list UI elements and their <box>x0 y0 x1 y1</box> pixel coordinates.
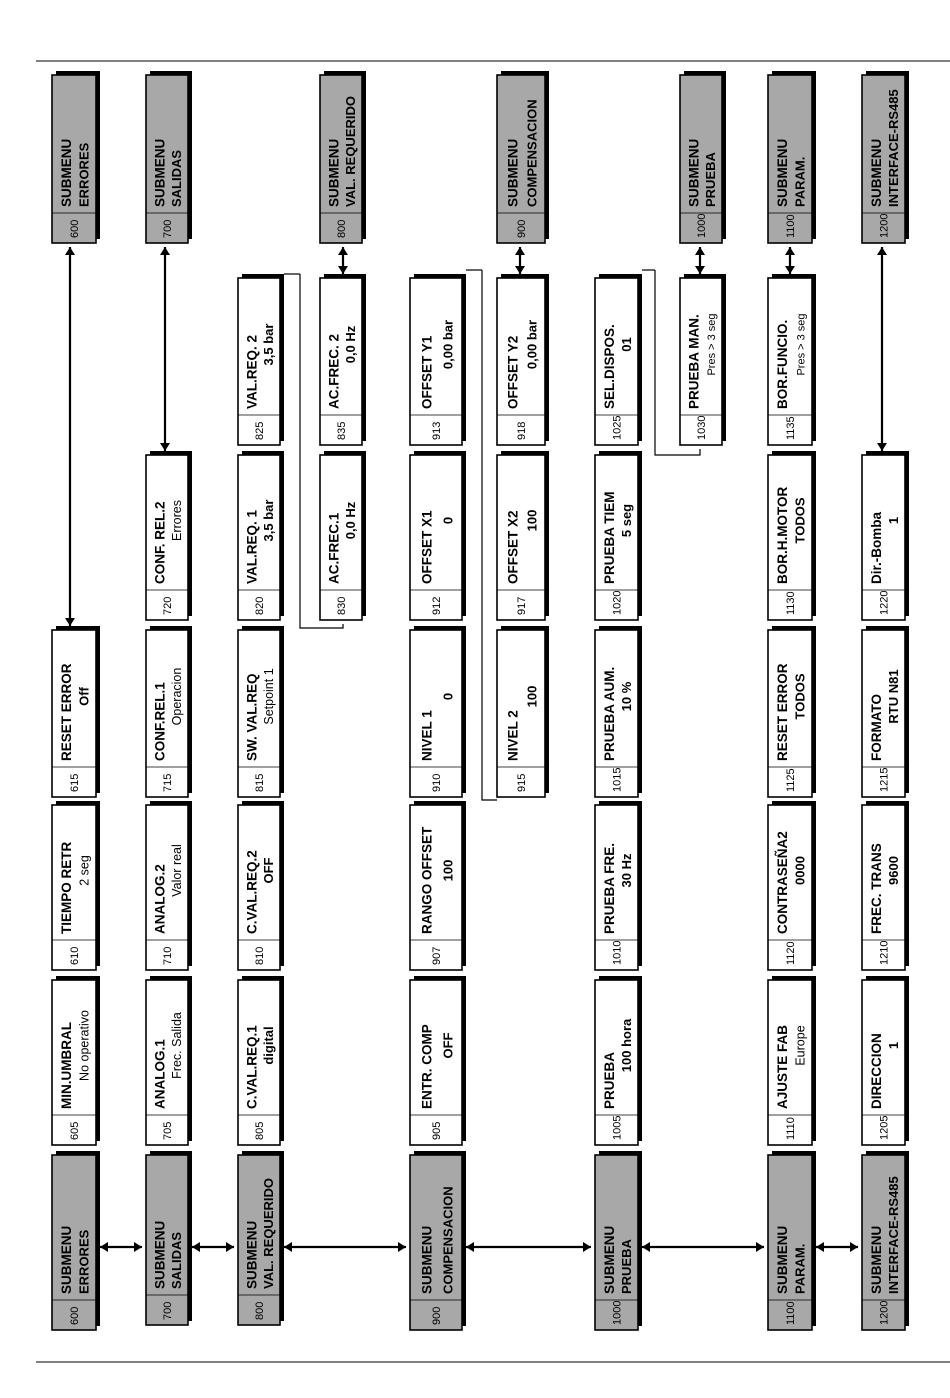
parameter-box <box>768 626 816 797</box>
parameter-box <box>768 976 816 1145</box>
box-code: 1030 <box>696 415 708 440</box>
box-code: 1120 <box>785 941 797 965</box>
box-title: ANALOG.2 <box>152 864 168 934</box>
parameter-box <box>410 451 466 620</box>
box-title: ANALOG.1 <box>152 1039 168 1109</box>
parameter-box <box>238 626 284 797</box>
box-code: 705 <box>162 1121 174 1140</box>
arrow-head <box>816 1242 824 1252</box>
arrow-head <box>160 443 170 451</box>
box-title: CONF.REL.1 <box>152 682 168 761</box>
parameter-box <box>410 976 466 1145</box>
box-title: RESET ERROR <box>59 663 75 761</box>
box-code: 1010 <box>611 940 624 965</box>
box-value: Errores <box>170 500 185 541</box>
box-code: 710 <box>162 946 174 965</box>
box-value: TODOS <box>792 673 808 720</box>
box-value: 100 <box>524 685 540 708</box>
arrow-head <box>466 1242 474 1252</box>
box-code: 610 <box>69 946 81 965</box>
arrow-head <box>642 1242 650 1252</box>
arrow-head <box>785 247 795 255</box>
box-value: 10 % <box>618 681 634 712</box>
box-value: Valor real <box>170 844 185 897</box>
box-value: 0 <box>440 516 456 525</box>
box-value: 100 hora <box>618 1018 634 1073</box>
box-title: SUBMENU <box>775 138 791 207</box>
box-title: SUBMENU <box>419 1225 435 1294</box>
box-title: NIVEL 2 <box>505 710 521 761</box>
box-code: 720 <box>162 596 174 615</box>
box-code: 805 <box>254 1121 266 1140</box>
box-value: 100 <box>524 509 540 532</box>
parameter-box <box>595 451 642 620</box>
box-value: Frec. Salida <box>170 1012 185 1079</box>
box-title: Dir.-Bomba <box>868 511 884 584</box>
parameter-box <box>146 801 192 970</box>
box-value: 0000 <box>792 856 808 885</box>
box-value: OFF <box>440 1032 456 1059</box>
box-title: RANGO OFFSET <box>419 826 435 934</box>
box-code: 1200 <box>878 213 891 238</box>
box-frame <box>497 455 545 620</box>
box-value: 0 <box>440 692 456 701</box>
box-title: SUBMENU <box>326 138 342 207</box>
parameter-box <box>768 801 816 970</box>
box-code: 700 <box>162 1301 174 1320</box>
box-code: 820 <box>254 596 266 615</box>
box-code: 1205 <box>878 1115 891 1140</box>
arrow-head <box>100 1242 108 1252</box>
box-frame <box>410 455 462 620</box>
box-value: 1 <box>885 516 901 525</box>
box-title: MIN.UMBRAL <box>59 1022 75 1109</box>
box-code: 1100 <box>785 1301 797 1325</box>
parameter-box <box>320 274 366 445</box>
parameter-box <box>595 801 642 970</box>
box-title: PRUEBA FRE. <box>601 842 617 934</box>
box-code: 900 <box>431 1306 443 1325</box>
box-value: PARAM. <box>792 156 808 207</box>
box-title: SUBMENU <box>152 138 168 207</box>
arrow-head <box>338 266 348 274</box>
box-title: SUBMENU <box>601 1225 617 1294</box>
submenu-box <box>410 1151 466 1330</box>
box-title: AC.FREC. 2 <box>326 333 342 409</box>
box-value: ERRORES <box>76 1229 92 1294</box>
parameter-box <box>238 451 284 620</box>
box-value: INTERFACE-RS485 <box>885 89 901 207</box>
box-value: Operacion <box>170 667 185 726</box>
box-code: 912 <box>431 596 443 615</box>
box-title: SUBMENU <box>59 1225 75 1294</box>
box-value: Europe <box>793 1025 808 1066</box>
submenu-box <box>146 71 192 243</box>
box-code: 1125 <box>785 768 797 792</box>
parameter-box <box>320 451 366 620</box>
parameter-box <box>52 626 100 797</box>
box-code: 1220 <box>878 590 891 615</box>
box-title: FORMATO <box>868 694 884 761</box>
box-title: TIEMPO RETR <box>59 841 75 934</box>
box-value: No operativo <box>77 1010 92 1081</box>
box-code: 815 <box>254 773 266 792</box>
box-code: 800 <box>336 219 348 238</box>
box-value: 0,00 bar <box>524 319 540 370</box>
box-title: SUBMENU <box>686 138 702 207</box>
parameter-box <box>146 451 192 620</box>
parameter-box <box>146 626 192 797</box>
parameter-box <box>862 976 909 1145</box>
parameter-box <box>238 801 284 970</box>
arrow-head <box>192 1242 200 1252</box>
submenu-box <box>52 71 100 243</box>
box-value: 01 <box>618 337 634 352</box>
parameter-box <box>497 274 549 445</box>
box-value: 9600 <box>885 856 901 885</box>
parameter-box <box>410 801 466 970</box>
box-code: 600 <box>69 1306 81 1325</box>
box-code: 810 <box>254 946 266 965</box>
arrow-head <box>134 1242 142 1252</box>
arrow-head <box>515 247 525 255</box>
box-code: 830 <box>336 596 348 615</box>
arrow-head <box>284 1242 292 1252</box>
box-frame <box>497 630 545 797</box>
arrow-head <box>877 443 887 451</box>
parameter-box <box>238 274 284 445</box>
box-code: 615 <box>69 773 81 792</box>
box-title: SUBMENU <box>868 138 884 207</box>
box-value: RTU N81 <box>885 669 901 724</box>
box-title: SUBMENU <box>152 1220 168 1289</box>
box-title: ENTR. COMP <box>419 1024 435 1109</box>
submenu-box <box>497 71 549 243</box>
box-value: VAL. REQUERIDO <box>343 96 359 207</box>
box-value: ERRORES <box>76 142 92 207</box>
box-value: Off <box>76 687 92 706</box>
arrow-head <box>398 1242 406 1252</box>
arrow-head <box>877 247 887 255</box>
box-value: PRUEBA <box>703 152 719 207</box>
box-value: Pres > 3 seg <box>795 313 808 376</box>
parameter-box <box>238 976 284 1145</box>
box-code: 1020 <box>611 590 624 615</box>
box-code: 913 <box>431 421 443 440</box>
box-title: SEL.DISPOS. <box>601 324 617 409</box>
box-title: AC.FREC.1 <box>326 512 342 584</box>
parameter-box <box>497 451 549 620</box>
box-value: 1 <box>885 1041 901 1050</box>
box-title: BOR.FUNCIO. <box>775 319 791 409</box>
arrow-head <box>850 1242 858 1252</box>
parameter-box <box>768 274 816 445</box>
submenu-box <box>238 1151 284 1325</box>
box-title: PRUEBA MAN. <box>686 314 702 409</box>
box-title: BOR.H.MOTOR <box>775 486 791 584</box>
parameter-box <box>595 976 642 1145</box>
box-value: TODOS <box>792 497 808 544</box>
box-value: digital <box>261 1026 277 1065</box>
arrow-head <box>65 247 75 255</box>
box-code: 1210 <box>878 940 891 965</box>
box-frame <box>410 630 462 797</box>
parameter-box <box>410 274 466 445</box>
box-value: PRUEBA <box>618 1239 634 1294</box>
submenu-box <box>320 71 366 243</box>
box-code: 1100 <box>785 214 797 238</box>
box-value: 3,5 bar <box>261 323 277 366</box>
parameter-box <box>862 801 909 970</box>
parameter-box <box>862 451 909 620</box>
box-title: OFFSET X1 <box>419 510 435 584</box>
box-code: 715 <box>162 773 174 792</box>
box-value: Pres > 3 seg <box>706 313 719 376</box>
box-title: C.VAL.REQ.1 <box>244 1025 260 1109</box>
submenu-box <box>680 71 726 243</box>
box-title: VAL.REQ. 1 <box>244 509 260 584</box>
box-title: RESET ERROR <box>775 663 791 761</box>
box-title: PRUEBA TIEM <box>601 491 617 584</box>
parameter-box <box>768 451 816 620</box>
submenu-box <box>862 71 909 243</box>
box-code: 1025 <box>611 415 624 440</box>
box-value: PARAM. <box>792 1243 808 1294</box>
box-title: PRUEBA AUM. <box>601 666 617 761</box>
parameter-box <box>52 976 100 1145</box>
box-code: 1000 <box>611 1300 624 1325</box>
box-value: 5 seg <box>618 503 634 538</box>
box-code: 905 <box>431 1121 443 1140</box>
arrow-head <box>515 266 525 274</box>
box-title: OFFSET X2 <box>505 510 521 584</box>
arrow-head <box>695 266 705 274</box>
parameter-box <box>410 626 466 797</box>
parameter-box <box>595 274 642 445</box>
parameter-box <box>595 626 642 797</box>
box-code: 825 <box>254 421 266 440</box>
box-frame <box>410 980 462 1145</box>
box-title: VAL.REQ. 2 <box>244 334 260 409</box>
box-value: 100 <box>440 859 456 882</box>
box-code: 605 <box>69 1121 81 1140</box>
arrow-head <box>785 266 795 274</box>
box-value: VAL. REQUERIDO <box>261 1178 277 1289</box>
box-value: Setpoint 1 <box>262 668 277 725</box>
box-value: INTERFACE-RS485 <box>885 1176 901 1294</box>
box-title: CONF. REL.2 <box>152 501 168 584</box>
box-title: AJUSTE FAB <box>775 1024 791 1109</box>
box-value: 3,5 bar <box>261 499 277 542</box>
box-title: SW. VAL.REQ <box>244 673 260 761</box>
box-title: DIRECCION <box>868 1033 884 1109</box>
arrow-head <box>65 618 75 626</box>
box-title: C.VAL.REQ.2 <box>244 850 260 934</box>
connector-line <box>482 270 497 800</box>
box-code: 900 <box>516 219 528 238</box>
box-code: 1200 <box>878 1300 891 1325</box>
box-title: NIVEL 1 <box>419 710 435 761</box>
box-title: SUBMENU <box>244 1220 260 1289</box>
box-code: 600 <box>69 219 81 238</box>
box-code: 910 <box>431 773 443 792</box>
box-code: 1130 <box>785 591 797 615</box>
box-title: SUBMENU <box>59 138 75 207</box>
box-code: 1110 <box>785 1117 797 1140</box>
parameter-box <box>862 626 909 797</box>
box-title: OFFSET Y1 <box>419 335 435 409</box>
box-code: 915 <box>516 773 528 792</box>
box-value: SALIDAS <box>169 149 185 207</box>
box-value: 0,0 Hz <box>343 501 359 540</box>
arrow-head <box>583 1242 591 1252</box>
box-value: SALIDAS <box>169 1231 185 1289</box>
submenu-box <box>862 1151 909 1330</box>
submenu-box <box>595 1151 642 1330</box>
box-code: 1000 <box>696 213 708 238</box>
box-code: 907 <box>431 946 443 965</box>
box-value: 0,0 Hz <box>343 325 359 364</box>
box-frame <box>410 805 462 970</box>
box-code: 918 <box>516 421 528 440</box>
arrow-head <box>338 247 348 255</box>
box-value: COMPENSACION <box>440 1186 456 1294</box>
arrow-head <box>226 1242 234 1252</box>
box-title: SUBMENU <box>775 1225 791 1294</box>
arrow-head <box>695 247 705 255</box>
box-code: 1005 <box>611 1115 624 1140</box>
box-code: 800 <box>254 1301 266 1320</box>
submenu-box <box>146 1151 192 1325</box>
box-code: 917 <box>516 596 528 615</box>
parameter-box <box>146 976 192 1145</box>
box-code: 700 <box>162 219 174 238</box>
box-value: 2 seg <box>77 855 92 886</box>
box-title: FREC. TRANS <box>868 843 884 934</box>
box-value: 0,00 bar <box>440 319 456 370</box>
parameter-box <box>680 274 726 445</box>
box-title: SUBMENU <box>505 138 521 207</box>
parameter-box <box>52 801 100 970</box>
box-title: SUBMENU <box>868 1225 884 1294</box>
arrow-head <box>756 1242 764 1252</box>
box-value: COMPENSACION <box>524 99 540 207</box>
box-title: OFFSET Y2 <box>505 335 521 409</box>
menu-boxes <box>52 71 909 1330</box>
box-code: 1215 <box>878 767 891 792</box>
arrow-head <box>160 247 170 255</box>
parameter-box <box>497 626 549 797</box>
box-code: 1015 <box>611 767 624 792</box>
box-value: 30 Hz <box>618 853 634 888</box>
box-value: OFF <box>261 857 277 884</box>
submenu-box <box>768 71 816 243</box>
submenu-box <box>768 1151 816 1330</box>
submenu-box <box>52 1151 100 1330</box>
box-code: 835 <box>336 421 348 440</box>
box-title: CONTRASEÑA2 <box>775 831 791 934</box>
box-title: PRUEBA <box>601 1051 617 1109</box>
box-code: 1135 <box>785 416 797 440</box>
